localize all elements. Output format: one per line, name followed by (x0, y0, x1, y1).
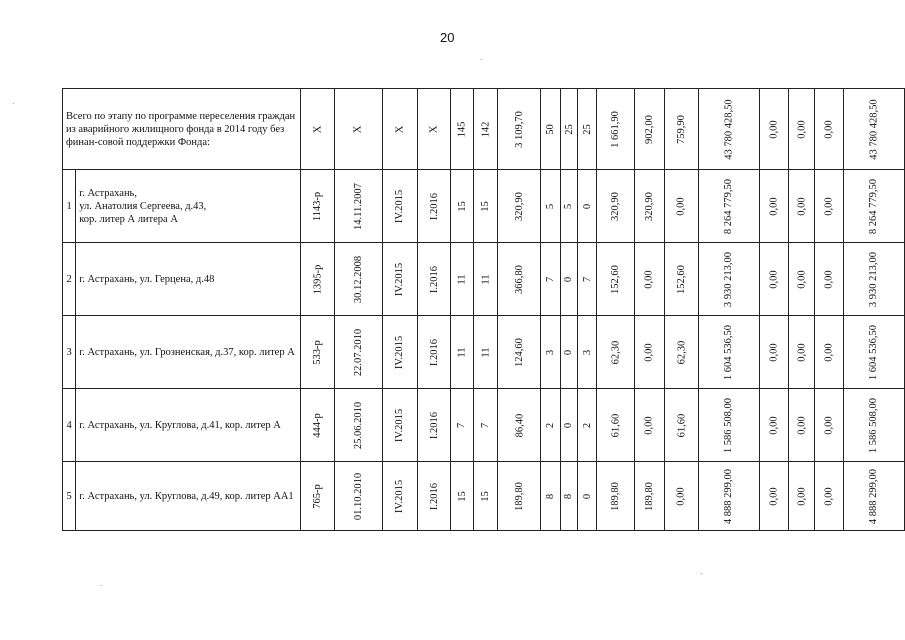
value-cell (634, 170, 664, 243)
value-cell (760, 389, 789, 462)
cell-text: 142 (480, 121, 492, 137)
value-cell (498, 316, 541, 389)
cell-text: 0,00 (796, 269, 808, 289)
cell-text: 15 (480, 490, 492, 502)
value-cell (597, 170, 635, 243)
cell-text: 0,00 (768, 119, 780, 139)
value-cell (418, 89, 451, 170)
value-cell (843, 89, 904, 170)
value-cell (664, 170, 698, 243)
cell-text: 3 109,70 (513, 110, 525, 148)
value-cell (301, 462, 334, 531)
value-cell (382, 462, 417, 531)
table-row (63, 243, 905, 316)
value-cell (634, 243, 664, 316)
table-row (63, 389, 905, 462)
cell-text: 0,00 (823, 269, 835, 289)
value-cell (451, 316, 473, 389)
cell-text: 5 (544, 203, 556, 209)
value-cell (698, 89, 759, 170)
value-cell (760, 89, 789, 170)
row-index: 1 (63, 170, 76, 243)
value-cell (789, 316, 815, 389)
cell-text: 8 264 779,50 (723, 178, 735, 234)
value-cell (578, 89, 597, 170)
cell-text: I.2016 (428, 265, 440, 293)
cell-text: 189,80 (610, 481, 622, 511)
cell-text: 3 930 213,00 (723, 251, 735, 307)
value-cell (418, 462, 451, 531)
value-cell (843, 389, 904, 462)
value-cell (382, 243, 417, 316)
row-index: 2 (63, 243, 76, 316)
value-cell (597, 462, 635, 531)
value-cell (451, 462, 473, 531)
cell-text: 25 (563, 123, 575, 135)
value-cell (301, 89, 334, 170)
value-cell (560, 389, 578, 462)
value-cell (334, 389, 382, 462)
value-cell (815, 462, 843, 531)
value-cell (843, 243, 904, 316)
value-cell (473, 462, 498, 531)
cell-text: 5 (563, 203, 575, 209)
value-cell (578, 243, 597, 316)
cell-text: 533-р (312, 339, 324, 365)
cell-text: 8 (563, 493, 575, 499)
cell-text: 0 (563, 349, 575, 355)
scan-mark: . (480, 52, 483, 62)
cell-text: 1 661,90 (610, 110, 622, 148)
cell-text: 7 (544, 276, 556, 282)
cell-text: 15 (456, 490, 468, 502)
value-cell (634, 462, 664, 531)
value-cell (498, 243, 541, 316)
cell-text: 0,00 (823, 342, 835, 362)
value-cell (301, 316, 334, 389)
cell-text: IV.2015 (394, 262, 406, 296)
row-index: 5 (63, 462, 76, 531)
value-cell (560, 89, 578, 170)
value-cell (597, 389, 635, 462)
value-cell (498, 389, 541, 462)
address-cell: г. Астрахань, ул. Круглова, д.41, кор. литер А (76, 389, 301, 462)
value-cell (334, 462, 382, 531)
value-cell (473, 389, 498, 462)
cell-text: 4 888 299,00 (868, 468, 880, 524)
value-cell (597, 89, 635, 170)
value-cell (301, 389, 334, 462)
cell-text: 1143-р (312, 191, 324, 221)
value-cell (698, 316, 759, 389)
total-label: Всего по этапу по программе переселения граждан из аварийного жилищного фонда в 2014 году без финан-совой поддержки Фонда: (63, 89, 301, 170)
cell-text: 50 (544, 123, 556, 135)
value-cell (815, 316, 843, 389)
cell-text: 2 (544, 422, 556, 428)
cell-text: 3 930 213,00 (868, 251, 880, 307)
cell-text: 11 (480, 273, 492, 285)
scan-mark: . (12, 96, 15, 106)
cell-text: I.2016 (428, 482, 440, 510)
address-cell: г. Астрахань, ул. Грозненская, д.37, кор. литер А (76, 316, 301, 389)
value-cell (541, 170, 560, 243)
table-row (63, 170, 905, 243)
cell-text: 366,80 (513, 264, 525, 294)
value-cell (664, 89, 698, 170)
value-cell (843, 170, 904, 243)
cell-text: 0,00 (796, 415, 808, 435)
cell-text: 0,00 (796, 196, 808, 216)
cell-text: 0,00 (796, 119, 808, 139)
cell-text: 7 (456, 422, 468, 428)
cell-text: 152,60 (675, 264, 687, 294)
cell-text: 0,00 (823, 196, 835, 216)
row-index: 4 (63, 389, 76, 462)
cell-text: 0,00 (768, 486, 780, 506)
cell-text: 25.06.2010 (352, 401, 364, 449)
cell-text: 43 780 428,50 (868, 98, 880, 160)
value-cell (560, 462, 578, 531)
cell-text: 759,90 (675, 114, 687, 144)
row-index: 3 (63, 316, 76, 389)
address-cell: г. Астрахань, ул. Анатолия Сергеева, д.43, кор. литер А литера А (76, 170, 301, 243)
value-cell (541, 316, 560, 389)
value-cell (634, 389, 664, 462)
cell-text: 2 (581, 422, 593, 428)
value-cell (451, 389, 473, 462)
cell-text: 11 (480, 346, 492, 358)
value-cell (473, 316, 498, 389)
cell-text: 0,00 (643, 342, 655, 362)
value-cell (541, 243, 560, 316)
cell-text: 320,90 (610, 191, 622, 221)
cell-text: 86,40 (513, 413, 525, 437)
cell-text: 0 (563, 276, 575, 282)
value-cell (789, 89, 815, 170)
cell-text: 0,00 (675, 486, 687, 506)
cell-text: 11 (456, 346, 468, 358)
cell-text: 0 (563, 422, 575, 428)
value-cell (541, 89, 560, 170)
address-cell: г. Астрахань, ул. Герцена, д.48 (76, 243, 301, 316)
value-cell (698, 389, 759, 462)
value-cell (634, 316, 664, 389)
cell-text: 0,00 (823, 119, 835, 139)
cell-text: 25 (581, 123, 593, 135)
cell-text: 0,00 (823, 486, 835, 506)
value-cell (578, 462, 597, 531)
cell-text: 152,60 (610, 264, 622, 294)
value-cell (815, 89, 843, 170)
value-cell (560, 316, 578, 389)
cell-text: 145 (456, 121, 468, 137)
cell-text: 124,60 (513, 337, 525, 367)
cell-text: IV.2015 (394, 189, 406, 223)
cell-text: 0,00 (768, 342, 780, 362)
cell-text: I.2016 (428, 192, 440, 220)
value-cell (698, 243, 759, 316)
cell-text: 7 (480, 422, 492, 428)
value-cell (760, 462, 789, 531)
value-cell (815, 243, 843, 316)
value-cell (560, 170, 578, 243)
value-cell (698, 170, 759, 243)
value-cell (418, 316, 451, 389)
value-cell (541, 389, 560, 462)
table-row (63, 462, 905, 531)
cell-text: 1 604 536,50 (868, 324, 880, 380)
cell-text: 0,00 (643, 415, 655, 435)
cell-text: 15 (480, 200, 492, 212)
value-cell (418, 243, 451, 316)
value-cell (560, 243, 578, 316)
cell-text: 4 888 299,00 (723, 468, 735, 524)
scan-mark: . (100, 578, 103, 588)
cell-text: 0 (581, 493, 593, 499)
value-cell (664, 389, 698, 462)
cell-text: 0,00 (768, 415, 780, 435)
cell-text: 1 604 536,50 (723, 324, 735, 380)
cell-text: IV.2015 (394, 408, 406, 442)
cell-text: 8 (544, 493, 556, 499)
cell-text: 189,80 (513, 481, 525, 511)
value-cell (597, 243, 635, 316)
cell-text: 0,00 (675, 196, 687, 216)
value-cell (789, 462, 815, 531)
value-cell (843, 462, 904, 531)
value-cell (301, 243, 334, 316)
cell-text: X (312, 125, 324, 133)
cell-text: 902,00 (643, 114, 655, 144)
value-cell (418, 170, 451, 243)
table-row (63, 316, 905, 389)
value-cell (334, 170, 382, 243)
cell-text: 3 (544, 349, 556, 355)
value-cell (578, 389, 597, 462)
cell-text: 0,00 (643, 269, 655, 289)
value-cell (334, 89, 382, 170)
value-cell (382, 316, 417, 389)
value-cell (789, 243, 815, 316)
cell-text: 0,00 (796, 342, 808, 362)
value-cell (760, 243, 789, 316)
value-cell (498, 170, 541, 243)
cell-text: 444-р (312, 412, 324, 438)
cell-text: 189,80 (643, 481, 655, 511)
address-cell: г. Астрахань, ул. Круглова, д.49, кор. литер АА1 (76, 462, 301, 531)
value-cell (664, 316, 698, 389)
cell-text: 1 586 508,00 (723, 397, 735, 453)
value-cell (334, 316, 382, 389)
value-cell (451, 170, 473, 243)
cell-text: 7 (581, 276, 593, 282)
cell-text: 61,60 (675, 413, 687, 437)
value-cell (382, 170, 417, 243)
value-cell (815, 170, 843, 243)
cell-text: 320,90 (513, 191, 525, 221)
cell-text: 62,30 (610, 340, 622, 364)
cell-text: 0,00 (823, 415, 835, 435)
cell-text: I.2016 (428, 338, 440, 366)
value-cell (760, 316, 789, 389)
cell-text: 15 (456, 200, 468, 212)
cell-text: IV.2015 (394, 335, 406, 369)
scan-mark: · (700, 568, 703, 578)
value-cell (815, 389, 843, 462)
cell-text: 3 (581, 349, 593, 355)
value-cell (451, 89, 473, 170)
value-cell (578, 170, 597, 243)
value-cell (789, 389, 815, 462)
value-cell (473, 89, 498, 170)
value-cell (578, 316, 597, 389)
cell-text: 01.10.2010 (352, 472, 364, 520)
value-cell (597, 316, 635, 389)
cell-text: 0,00 (768, 269, 780, 289)
value-cell (789, 170, 815, 243)
value-cell (418, 389, 451, 462)
cell-text: 30.12.2008 (352, 255, 364, 303)
value-cell (698, 462, 759, 531)
value-cell (451, 243, 473, 316)
page-number: 20 (440, 30, 455, 45)
cell-text: 62,30 (675, 340, 687, 364)
cell-text: 11 (456, 273, 468, 285)
cell-text: 1395-р (312, 264, 324, 294)
resettlement-table (62, 88, 905, 531)
cell-text: 320,90 (643, 191, 655, 221)
cell-text: I.2016 (428, 411, 440, 439)
cell-text: IV.2015 (394, 479, 406, 513)
cell-text: X (394, 125, 406, 133)
cell-text: X (428, 125, 440, 133)
value-cell (473, 243, 498, 316)
value-cell (664, 462, 698, 531)
value-cell (760, 170, 789, 243)
value-cell (498, 89, 541, 170)
cell-text: 0,00 (768, 196, 780, 216)
value-cell (843, 316, 904, 389)
value-cell (301, 170, 334, 243)
value-cell (634, 89, 664, 170)
cell-text: 43 780 428,50 (723, 98, 735, 160)
cell-text: 0,00 (796, 486, 808, 506)
value-cell (473, 170, 498, 243)
total-row (63, 89, 905, 170)
value-cell (382, 389, 417, 462)
cell-text: 22.07.2010 (352, 328, 364, 376)
value-cell (498, 462, 541, 531)
cell-text: 61,60 (610, 413, 622, 437)
cell-text: 8 264 779,50 (868, 178, 880, 234)
cell-text: 14.11.2007 (352, 182, 364, 230)
cell-text: X (352, 125, 364, 133)
cell-text: 765-р (312, 483, 324, 509)
value-cell (334, 243, 382, 316)
value-cell (541, 462, 560, 531)
cell-text: 0 (581, 203, 593, 209)
value-cell (664, 243, 698, 316)
value-cell (382, 89, 417, 170)
cell-text: 1 586 508,00 (868, 397, 880, 453)
